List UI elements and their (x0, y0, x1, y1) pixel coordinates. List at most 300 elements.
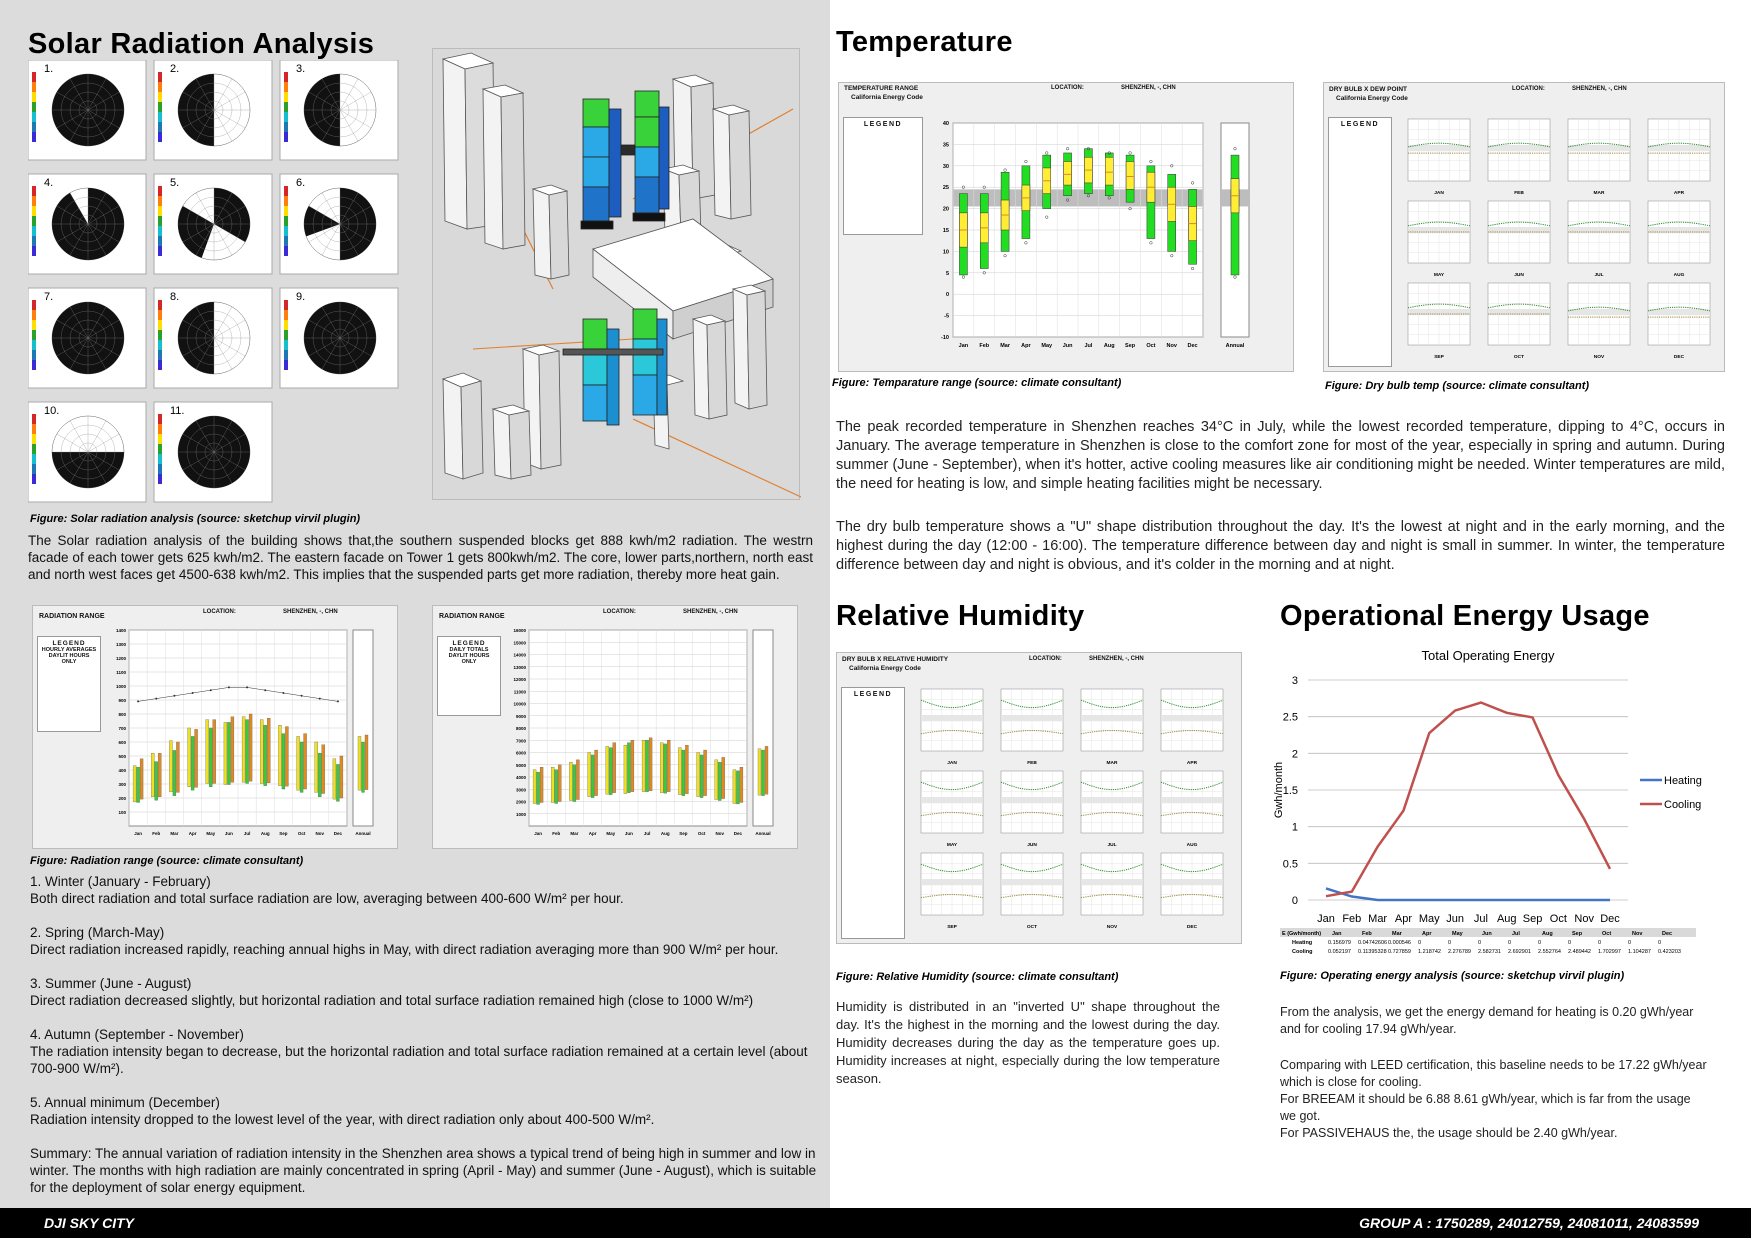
mini-comfort-band (1648, 145, 1710, 151)
rad-y-tick: 900 (118, 698, 126, 703)
energy-table-cell: 2.276789 (1448, 949, 1471, 955)
rad-y-tick: 4000 (515, 775, 526, 780)
rad-bar (537, 772, 540, 804)
temp-x-tick: Oct (1146, 343, 1156, 349)
mini-comfort-band (1488, 145, 1550, 151)
footer-group-members: GROUP A : 1750289, 24012759, 24081011, 24083599 (1359, 1215, 1699, 1231)
rad-bar (533, 770, 536, 804)
temp-y-tick: 5 (945, 270, 949, 277)
thumb-color-scale (284, 122, 288, 132)
energy-table-cell: 0.04742606 (1358, 940, 1388, 946)
thumb-color-scale (32, 350, 36, 360)
rad-bar (282, 734, 285, 789)
mini-comfort-band (1568, 309, 1630, 315)
energy-table-month: Feb (1362, 931, 1372, 937)
thumb-color-scale (158, 92, 162, 102)
mini-comfort-band (1001, 879, 1063, 885)
thumb-number: 5. (170, 177, 180, 189)
rad-x-tick: Nov (315, 831, 325, 836)
energy-y-tick: 3 (1291, 675, 1298, 687)
rad-bar (555, 770, 558, 804)
temp-panel-title: TEMPERATURE RANGE (844, 85, 919, 92)
thumb-color-scale (32, 236, 36, 246)
rad-bar (140, 759, 143, 799)
thumb-color-scale (32, 444, 36, 454)
radiation-item-5-text: Radiation intensity dropped to the lowest level of the year, with direct radiation only about 400-500 W/m². (30, 1112, 655, 1127)
rad-bar (267, 718, 270, 783)
thumb-color-scale (32, 132, 36, 142)
energy-table-cell: 0.423203 (1658, 949, 1681, 955)
thumb-color-scale (158, 310, 162, 320)
energy-table-cell: 1.702997 (1598, 949, 1621, 955)
thumb-color-scale (32, 300, 36, 310)
energy-table-cell: 0 (1598, 940, 1602, 946)
mini-chart (1648, 201, 1710, 278)
temperature-range-panel (838, 82, 1294, 372)
mini-month-label: APR (1673, 191, 1685, 196)
thumb-color-scale (32, 246, 36, 256)
thumb-color-scale (284, 92, 288, 102)
thumb-color-scale (284, 206, 288, 216)
solar-thumbnail-grid (28, 60, 418, 518)
thumb-color-scale (158, 424, 162, 434)
radiation-item-2-head: 2. Spring (March-May) (30, 925, 165, 940)
thumb-color-scale (32, 112, 36, 122)
thumb-number: 4. (44, 177, 54, 189)
rad-bar (700, 755, 703, 798)
rad-bar (591, 755, 594, 798)
energy-table-month: Dec (1662, 931, 1673, 937)
energy-legend-label: Heating (1664, 775, 1702, 787)
mini-comfort-band (1161, 715, 1223, 721)
energy-table-cell: 2.692901 (1508, 949, 1531, 955)
temp-y-tick: 0 (945, 292, 949, 299)
energy-table-month: May (1452, 931, 1463, 937)
thumb-color-scale (284, 112, 288, 122)
thumb-color-scale (158, 196, 162, 206)
rad-bar (646, 740, 649, 791)
rad-bar (704, 750, 707, 796)
energy-table-month: Apr (1422, 931, 1432, 937)
rad-x-tick: Aug (660, 831, 670, 836)
solar-thumbnail (28, 60, 146, 160)
energy-table-cell: 0 (1418, 940, 1422, 946)
energy-table-cell: 0 (1628, 940, 1632, 946)
mini-chart (921, 689, 983, 766)
energy-table-cell: 2.489442 (1568, 949, 1591, 955)
rad-x-tick: Dec (733, 831, 743, 836)
energy-table-header-label: E (Gwh/month) (1282, 931, 1322, 937)
rad-bar (627, 743, 630, 793)
thumb-color-scale (284, 340, 288, 350)
radiation-item-3-text: Direct radiation decreased slightly, but horizontal radiation and total surface radiation remained high (close to 1000 W/m²) (30, 993, 754, 1008)
rad-bar (322, 745, 325, 794)
radiation-item-1-head: 1. Winter (January - February) (30, 874, 211, 889)
mini-month-label: MAR (1593, 191, 1605, 196)
rad-bar (667, 740, 670, 791)
temp-legend (843, 117, 923, 235)
energy-table-month: Nov (1632, 931, 1643, 937)
energy-chart-area (1270, 640, 1740, 958)
rad-bar (718, 762, 721, 800)
rad-y-tick: 12000 (513, 677, 526, 682)
radiation-notes (30, 873, 830, 1196)
radiation-daily-chart (507, 626, 797, 848)
thumb-color-scale (284, 236, 288, 246)
energy-y-tick: 0 (1291, 895, 1298, 907)
energy-table-month: Jul (1512, 931, 1520, 937)
rad-bar (195, 729, 198, 787)
rad-bar (740, 767, 743, 802)
thumb-color-scale (158, 246, 162, 256)
radiation-summary: Summary: The annual variation of radiation intensity in the Shenzhen area shows a typical trend of being high in summer and low in winter. The months with high radiation are mainly concentrated in spring (April - May) and summer (June - August), which is suitable for the deployment of solar energy equipment. (30, 1146, 817, 1195)
temperature-range-chart (929, 117, 1293, 371)
thumb-number: 10. (44, 405, 60, 417)
thumb-color-scale (284, 330, 288, 340)
mini-comfort-band (921, 715, 983, 721)
mini-chart (1488, 119, 1550, 196)
drybulb-location-label: LOCATION: (1512, 86, 1545, 92)
rad2-title: RADIATION RANGE (439, 613, 505, 620)
thumb-color-scale (284, 196, 288, 206)
rad-y-tick: 14000 (513, 652, 526, 658)
mini-comfort-band (1648, 309, 1710, 315)
rad-bar (336, 764, 339, 801)
energy-x-tick: Dec (1600, 913, 1620, 925)
rad-x-tick: Mar (570, 831, 579, 836)
thumb-color-scale (284, 320, 288, 330)
radiation-item-4-text: The radiation intensity began to decrease, but the horizontal radiation and total surface radiation remained at a certain level (about 700-900 W/m²). (30, 1044, 808, 1076)
mini-month-label: AUG (1186, 843, 1198, 848)
energy-table-cell: 1.104287 (1628, 949, 1651, 955)
thumb-color-scale (284, 300, 288, 310)
thumb-color-scale (284, 186, 288, 196)
thumb-color-scale (158, 122, 162, 132)
humidity-panel-title: DRY BULB X RELATIVE HUMIDITY (842, 656, 949, 663)
solar-caption: Figure: Solar radiation analysis (source: sketchup virvil plugin) (30, 513, 361, 525)
thumb-color-scale (158, 82, 162, 92)
rad-bar (682, 750, 685, 796)
rad-bar (188, 728, 191, 787)
thumb-number: 11. (170, 405, 185, 417)
mini-chart (1081, 853, 1143, 930)
temp-average-bar (1105, 157, 1113, 185)
energy-table-cell: 0 (1448, 940, 1452, 946)
rad-y-tick: 500 (118, 754, 126, 759)
rad-y-tick: 3000 (515, 787, 526, 793)
thumb-color-scale (158, 330, 162, 340)
energy-table-month: Mar (1392, 931, 1402, 937)
rad2-location: SHENZHEN, -, CHN (683, 609, 738, 615)
drybulb-location: SHENZHEN, -, CHN (1572, 86, 1627, 92)
solar-thumbnail (28, 174, 146, 274)
thumb-color-scale (158, 236, 162, 246)
energy-leed-text: Comparing with LEED certification, this baseline needs to be 17.22 gWh/year which is close for cooling. (1280, 1058, 1707, 1089)
rad-bar (340, 756, 343, 798)
temp-y-tick: 10 (942, 249, 949, 256)
thumb-color-scale (158, 454, 162, 464)
rad-bar (206, 720, 209, 784)
thumb-color-scale (32, 424, 36, 434)
thumb-color-scale (284, 226, 288, 236)
temp-y-tick: 35 (942, 142, 949, 149)
mini-chart (1568, 283, 1630, 360)
rad-y-tick: 6000 (515, 750, 526, 756)
thumb-color-scale (32, 360, 36, 370)
energy-table-cell: 1.218742 (1418, 949, 1441, 955)
thumb-color-scale (158, 132, 162, 142)
mini-chart (1488, 201, 1550, 278)
radiation-item-2-text: Direct radiation increased rapidly, reaching annual highs in May, with direct radiation averaging more than 900 W/m² per hour. (30, 942, 779, 957)
solar-thumbnails-svg (28, 60, 418, 518)
temp-panel-sub: California Energy Code (851, 94, 923, 101)
rad-y-tick: 13000 (513, 664, 526, 670)
rad-y-tick: 1100 (116, 670, 126, 675)
rad2-legend-sub: DAILY TOTALS DAYLIT HOURS ONLY (448, 647, 490, 665)
temp-y-tick: 30 (942, 163, 949, 170)
humidity-caption: Figure: Relative Humidity (source: climate consultant) (836, 971, 1119, 983)
rad-bar (697, 753, 700, 797)
thumb-color-scale (158, 206, 162, 216)
rad-x-tick: Nov (715, 831, 725, 836)
solar-thumbnail (280, 60, 398, 160)
rad-bar (304, 734, 307, 789)
rad-x-tick: Jun (624, 831, 633, 836)
rad-bar (365, 735, 368, 790)
rad-bar (133, 766, 136, 802)
temp-y-tick: 15 (942, 228, 949, 234)
dry-bulb-small-multiples (1396, 117, 1724, 371)
mini-chart (1001, 771, 1063, 848)
mini-month-label: JAN (1434, 191, 1444, 196)
energy-table-row-label: Heating (1292, 940, 1313, 946)
temp-x-tick: May (1041, 343, 1053, 349)
mini-comfort-band (921, 879, 983, 885)
thumb-color-scale (284, 82, 288, 92)
solar-thumbnail (154, 288, 272, 388)
thumb-color-scale (32, 320, 36, 330)
rad-annual-frame (353, 630, 373, 826)
energy-table-cell: 0 (1568, 940, 1572, 946)
thumb-color-scale (158, 444, 162, 454)
rad-bar (685, 745, 688, 794)
humidity-paragraph: Humidity is distributed in an "inverted U" shape throughout the day. It's the highest in the morning and the lowest during the day. Humidity decreases during the day as the temperature goes up. Humidity increases at night, especially during the low temperature season. (836, 999, 1220, 1086)
mini-comfort-band (1081, 797, 1143, 803)
mini-month-label: JUL (1594, 273, 1604, 278)
thumb-number: 1. (44, 63, 54, 75)
energy-table-cell: 0.156979 (1328, 940, 1351, 946)
rad-y-tick: 8000 (515, 726, 526, 731)
temp-x-tick: Apr (1021, 343, 1031, 349)
radiation-range-daily-panel (432, 605, 798, 849)
energy-table-row-label: Cooling (1292, 949, 1313, 955)
thumb-color-scale (158, 340, 162, 350)
mini-month-label: JAN (947, 761, 957, 766)
mini-month-label: DEC (1186, 925, 1198, 930)
rad-bar (333, 759, 336, 799)
radiation-item-3-head: 3. Summer (June - August) (30, 976, 192, 991)
temp-average-bar (1064, 162, 1072, 186)
rad1-location-label: LOCATION: (203, 609, 236, 615)
rad-bar (315, 742, 318, 792)
mini-comfort-band (1161, 797, 1223, 803)
rad-bar (173, 750, 176, 795)
mini-chart (1408, 201, 1470, 278)
mini-month-label: JUL (1107, 843, 1117, 848)
rad-x-tick: Annual (755, 831, 771, 836)
thumb-color-scale (32, 72, 36, 82)
rad-bar (249, 714, 252, 781)
thumb-color-scale (158, 474, 162, 484)
energy-x-tick: Nov (1574, 913, 1594, 925)
mini-month-label: MAY (1433, 273, 1445, 278)
energy-breeam-text: For BREEAM it should be 6.88 8.61 gWh/year, which is far from the usage we got. (1280, 1092, 1691, 1123)
rad-x-tick: May (606, 831, 616, 836)
energy-x-tick: Aug (1496, 913, 1517, 925)
temp-location-label: LOCATION: (1051, 85, 1084, 91)
rad-bar (736, 771, 739, 804)
rad-x-tick: Aug (260, 831, 270, 836)
temp-paragraph-2: The dry bulb temperature shows a "U" shape distribution throughout the day. It's the lowest at night and in the early morning, and the highest during the day (12:00 - 16:00). The temperature difference between day and night is small in summer. In winter, the temperature difference between day and night is obvious, and it's colder in the morning and at night. (836, 519, 1725, 573)
building-3d-svg (433, 49, 801, 501)
rad-y-tick: 9000 (515, 713, 526, 719)
rad-bar (664, 744, 667, 793)
mini-month-label: SEP (1434, 355, 1444, 360)
thumb-color-scale (158, 186, 162, 196)
temp-legend-title: LEGEND (863, 121, 903, 128)
rad-bar (606, 746, 609, 794)
rad-bar (358, 736, 361, 790)
thumb-number: 7. (44, 291, 54, 303)
mini-chart (1161, 689, 1223, 766)
temp-x-tick: Jan (958, 343, 969, 349)
rad-bar (318, 753, 321, 797)
humidity-small-multiples (909, 687, 1241, 941)
thumb-color-scale (158, 320, 162, 330)
rad-y-tick: 1000 (115, 684, 126, 689)
mini-comfort-band (1161, 879, 1223, 885)
rad-bar (224, 722, 227, 784)
energy-title: Operational Energy Usage (1280, 600, 1650, 632)
energy-table-cell: 0.727859 (1388, 949, 1411, 955)
thumb-color-scale (32, 82, 36, 92)
mini-chart (1161, 771, 1223, 848)
rad2-legend (437, 636, 501, 716)
mini-comfort-band (1408, 145, 1470, 151)
rad-bar (588, 753, 591, 797)
energy-table-cell: 0 (1508, 940, 1512, 946)
energy-x-tick: Jul (1473, 913, 1488, 925)
rad-bar (765, 746, 768, 794)
rad-x-tick: Jul (643, 831, 651, 836)
rad-y-tick: 1000 (515, 811, 526, 817)
energy-series-cooling (1326, 703, 1610, 897)
thumb-color-scale (284, 72, 288, 82)
energy-x-tick: Mar (1368, 913, 1388, 925)
energy-paragraph-1: From the analysis, we get the energy demand for heating is 0.20 gWh/year and for cooling 17.94 gWh/year. (1280, 1005, 1694, 1036)
energy-x-tick: Jan (1317, 913, 1335, 925)
energy-x-tick: Oct (1549, 913, 1567, 925)
energy-table-cell: 0.000546 (1388, 940, 1411, 946)
energy-table-month: Jun (1482, 931, 1492, 937)
energy-series-heating (1326, 888, 1610, 900)
mini-month-label: FEB (1514, 191, 1524, 196)
rad-y-tick: 600 (118, 740, 126, 745)
rad-x-tick: Apr (188, 831, 197, 836)
mini-month-label: JUN (1514, 273, 1524, 278)
rad1-legend-title: LEGEND (52, 640, 86, 647)
energy-chart-title: Total Operating Energy (1421, 648, 1555, 663)
temp-x-tick: Sep (1125, 343, 1136, 349)
energy-table-month: Sep (1572, 931, 1583, 937)
solar-thumbnail (280, 288, 398, 388)
rad-y-tick: 1200 (115, 656, 126, 661)
energy-y-tick: 2 (1291, 748, 1298, 761)
thumb-color-scale (32, 330, 36, 340)
mini-chart (921, 771, 983, 848)
mini-month-label: NOV (1106, 925, 1118, 930)
rad-bar (362, 742, 365, 792)
thumb-color-scale (32, 92, 36, 102)
thumb-color-scale (32, 434, 36, 444)
rad-x-tick: Jan (534, 831, 542, 836)
mini-chart (1408, 119, 1470, 196)
rad-bar (595, 750, 598, 796)
thumb-color-scale (32, 186, 36, 196)
rad-x-tick: Mar (170, 831, 179, 836)
rad-y-tick: 2000 (515, 799, 526, 805)
rad-bar (176, 742, 179, 792)
rad-bar (715, 760, 718, 800)
dry-bulb-dew-point-panel (1323, 82, 1725, 372)
thumb-color-scale (158, 350, 162, 360)
drybulb-panel-sub: California Energy Code (1336, 95, 1408, 102)
rad-bar (169, 741, 172, 792)
mini-chart (1081, 771, 1143, 848)
thumb-color-scale (284, 246, 288, 256)
thumb-color-scale (158, 464, 162, 474)
rad-x-tick: Jun (224, 831, 233, 836)
rad-bar (278, 725, 281, 785)
drybulb-panel-title: DRY BULB X DEW POINT (1329, 86, 1408, 93)
mini-month-label: OCT (1513, 355, 1525, 360)
temp-x-tick: Dec (1187, 343, 1198, 349)
thumb-color-scale (158, 360, 162, 370)
mini-comfort-band (1081, 879, 1143, 885)
temp-x-tick: Annual (1225, 343, 1245, 349)
thumb-color-scale (32, 226, 36, 236)
thumb-color-scale (32, 454, 36, 464)
total-operating-energy-chart (1270, 640, 1740, 958)
energy-y-tick: 1 (1291, 821, 1298, 834)
rad-bar (569, 762, 572, 800)
temp-x-tick: Nov (1166, 343, 1177, 349)
mini-month-label: FEB (1027, 761, 1037, 766)
rad-bar (678, 748, 681, 795)
mini-month-label: SEP (947, 925, 957, 930)
energy-y-tick: 0.5 (1282, 858, 1298, 871)
energy-table-cell: 2.552764 (1538, 949, 1561, 955)
energy-caption: Figure: Operating energy analysis (source: sketchup virvil plugin) (1280, 970, 1625, 982)
rad1-location: SHENZHEN, -, CHN (283, 609, 338, 615)
thumb-color-scale (158, 226, 162, 236)
rad-x-tick: Feb (152, 831, 161, 836)
temp-caption-1: Figure: Temparature range (source: climate consultant) (832, 377, 1122, 389)
rad-x-tick: Apr (588, 831, 597, 836)
rad2-legend-title: LEGEND (452, 640, 486, 647)
rad-y-tick: 300 (118, 782, 126, 787)
rad1-legend (37, 636, 101, 732)
